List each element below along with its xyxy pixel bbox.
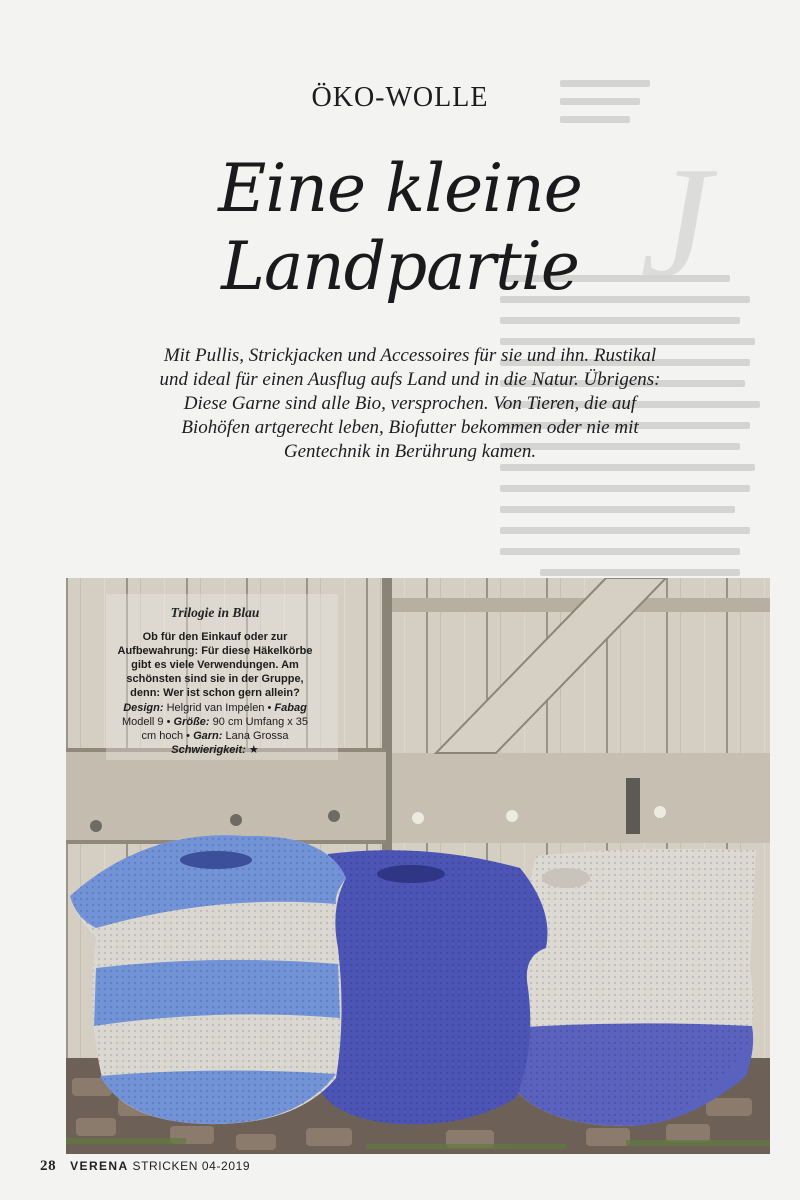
fabag-value: Modell 9 • [121, 716, 171, 728]
design-label: Design: [123, 702, 164, 714]
headline-line-2: Landpartie [221, 228, 579, 305]
magazine-issue: STRICKEN 04-2019 [132, 1159, 251, 1173]
difficulty-label: Schwierigkeit: [171, 744, 246, 756]
fabag-label: Fabag [274, 702, 307, 714]
page-number: 28 [40, 1158, 57, 1174]
caption-title: Trilogie in Blau [170, 605, 260, 620]
headline-line-1: Eine kleine [218, 150, 582, 227]
intro-paragraph: Mit Pullis, Strickjacken und Accessoires für sie und ihn. Rustikal und ideal für einen Ausflug aufs Land und in die Natur. Übrigens: Diese Garne sind alle Bio, versprochen. Von Tieren, die auf Biohöfen artgerecht leben, Biofutter bekommen oder nie mit Gentechnik in Berührung kamen. [159, 345, 661, 462]
caption-body: Ob für den Einkauf oder zur Aufbewahrung: Für diese Häkelkörbe gibt es viele Verwendungen. Am schönsten sind sie in der Gruppe, denn: Wer ist schon gern allein? [117, 631, 313, 699]
size-label: Größe: [173, 716, 210, 728]
magazine-brand: VERENA [70, 1159, 129, 1173]
bleed-initial: J [640, 133, 712, 311]
size-value: 90 cm Umfang x 35 cm hoch • [141, 716, 309, 742]
caption-credits [114, 701, 316, 757]
photo-caption [114, 606, 316, 757]
yarn-label: Garn: [193, 730, 223, 742]
yarn-value: Lana Grossa [225, 730, 289, 742]
difficulty-star-icon: ★ [248, 744, 259, 756]
bleed-through-text [440, 60, 800, 580]
section-kicker: ÖKO-WOLLE [311, 82, 489, 113]
design-value: Helgrid van Impelen • [166, 702, 272, 714]
headline [0, 150, 800, 306]
page-footer [40, 1158, 250, 1175]
